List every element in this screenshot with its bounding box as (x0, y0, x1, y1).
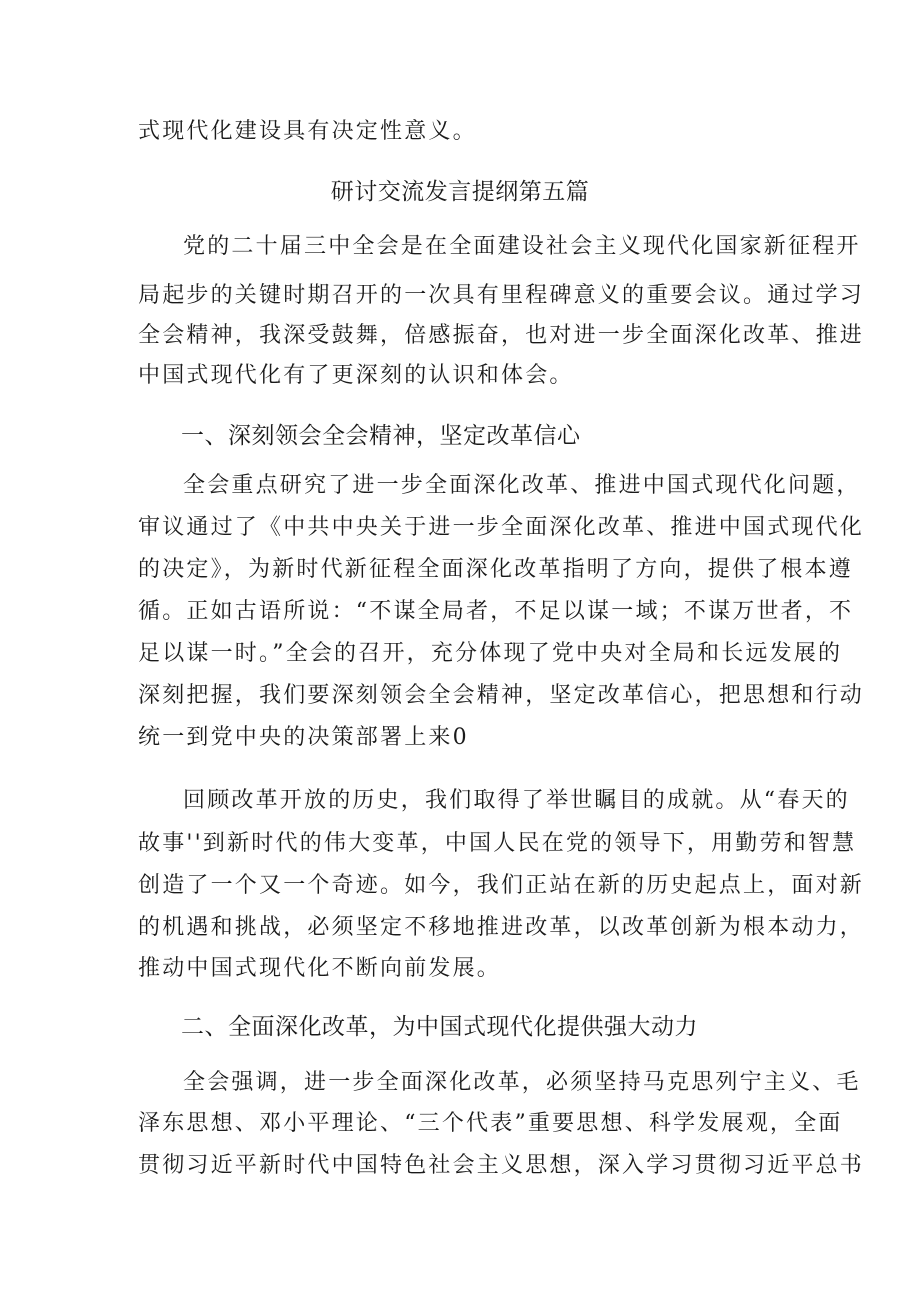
section-heading-1: 一、深刻领会全会精神，坚定改革信心 (181, 423, 581, 449)
paragraph-line: 局起步的关键时期召开的一次具有里程碑意义的重要会议。通过学习 (138, 283, 865, 308)
paragraph-line: 故事''到新时代的伟大变革，中国人民在党的领导下，用勤劳和智慧 (138, 831, 857, 856)
paragraph-line: 推动中国式现代化不断向前发展。 (138, 956, 502, 981)
document-title: 研讨交流发言提纲第五篇 (330, 179, 590, 205)
intro-tail-line: 式现代化建设具有决定性意义。 (138, 119, 477, 144)
paragraph-line: 循。正如古语所说：“不谋全局者，不足以谋一域；不谋万世者，不 (138, 599, 854, 624)
paragraph-line: 全会精神，我深受鼓舞，倍感振奋，也对进一步全面深化改革、推进 (138, 323, 865, 348)
paragraph-line: 中国式现代化有了更深刻的认识和体会。 (138, 363, 574, 388)
paragraph-line: 深刻把握，我们要深刻领会全会精神，坚定改革信心，把思想和行动 (138, 683, 865, 708)
paragraph-line: 泽东思想、邓小平理论、“三个代表”重要思想、科学发展观，全面 (138, 1111, 843, 1136)
section-heading-2: 二、全面深化改革，为中国式现代化提供强大动力 (181, 1014, 698, 1040)
paragraph-line: 全会重点研究了进一步全面深化改革、推进中国式现代化问题， (183, 473, 861, 498)
paragraph-line: 党的二十届三中全会是在全面建设社会主义现代化国家新征程开 (183, 234, 861, 259)
paragraph-line: 创造了一个又一个奇迹。如今，我们正站在新的历史起点上，面对新 (138, 873, 865, 898)
paragraph-line: 回顾改革开放的历史，我们取得了举世瞩目的成就。从“春天的 (183, 788, 850, 813)
paragraph-line: 足以谋一时。”全会的召开，充分体现了党中央对全局和长远发展的 (138, 641, 843, 666)
paragraph-line: 的决定》，为新时代新征程全面深化改革指明了方向，提供了根本遵 (138, 557, 854, 582)
paragraph-line: 贯彻习近平新时代中国特色社会主义思想，深入学习贯彻习近平总书 (138, 1153, 865, 1178)
paragraph-line: 审议通过了《中共中央关于进一步全面深化改革、推进中国式现代化 (138, 515, 865, 540)
paragraph-line: 的机遇和挑战，必须坚定不移地推进改革，以改革创新为根本动力， (138, 915, 865, 940)
paragraph-line: 全会强调，进一步全面深化改革，必须坚持马克思列宁主义、毛 (183, 1070, 861, 1095)
paragraph-line: 统一到党中央的决策部署上来0 (138, 725, 469, 750)
